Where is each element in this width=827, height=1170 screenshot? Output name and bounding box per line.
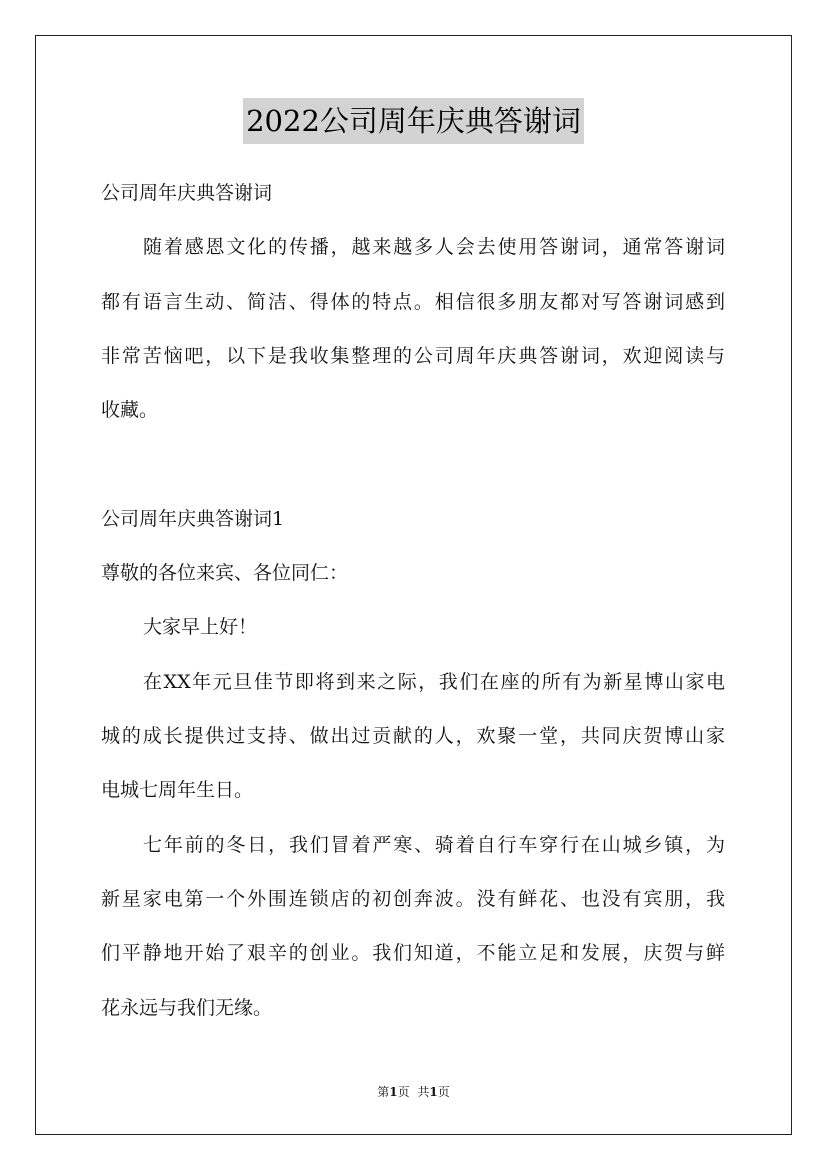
title-container	[0, 98, 827, 144]
paragraph-line: 电城七周年生日。	[101, 779, 254, 801]
footer-page-suffix: 页	[397, 1085, 410, 1099]
paragraph-line: 在XX年元旦佳节即将到来之际，我们在座的所有为新星博山家电	[143, 671, 725, 693]
footer-page-prefix: 第	[377, 1085, 390, 1099]
salutation: 尊敬的各位来宾、各位同仁：	[101, 562, 349, 584]
greeting: 大家早上好！	[143, 616, 258, 638]
footer-total-pages: 1	[429, 1085, 438, 1099]
paragraph-line: 新星家电第一个外围连锁店的初创奔波。没有鲜花、也没有宾朋，我	[101, 888, 725, 910]
section-heading: 公司周年庆典答谢词1	[101, 508, 285, 530]
footer-page-number: 1	[389, 1085, 398, 1099]
paragraph-line: 花永远与我们无缘。	[101, 997, 273, 1019]
document-title: 2022公司周年庆典答谢词	[243, 98, 584, 144]
subtitle: 公司周年庆典答谢词	[101, 182, 273, 204]
intro-line: 都有语言生动、简洁、得体的特点。相信很多朋友都对写答谢词感到	[101, 291, 725, 313]
intro-line: 收藏。	[101, 399, 159, 421]
page-footer	[0, 1084, 827, 1100]
paragraph-line: 七年前的冬日，我们冒着严寒、骑着自行车穿行在山城乡镇，为	[143, 834, 725, 856]
intro-line: 非常苦恼吧，以下是我收集整理的公司周年庆典答谢词，欢迎阅读与	[101, 345, 725, 367]
paragraph-line: 们平静地开始了艰辛的创业。我们知道，不能立足和发展，庆贺与鲜	[101, 942, 725, 964]
footer-total-suffix: 页	[437, 1085, 450, 1099]
paragraph-line: 城的成长提供过支持、做出过贡献的人，欢聚一堂，共同庆贺博山家	[101, 725, 725, 747]
intro-line: 随着感恩文化的传播，越来越多人会去使用答谢词，通常答谢词	[143, 236, 725, 258]
footer-total-prefix: 共	[417, 1085, 430, 1099]
